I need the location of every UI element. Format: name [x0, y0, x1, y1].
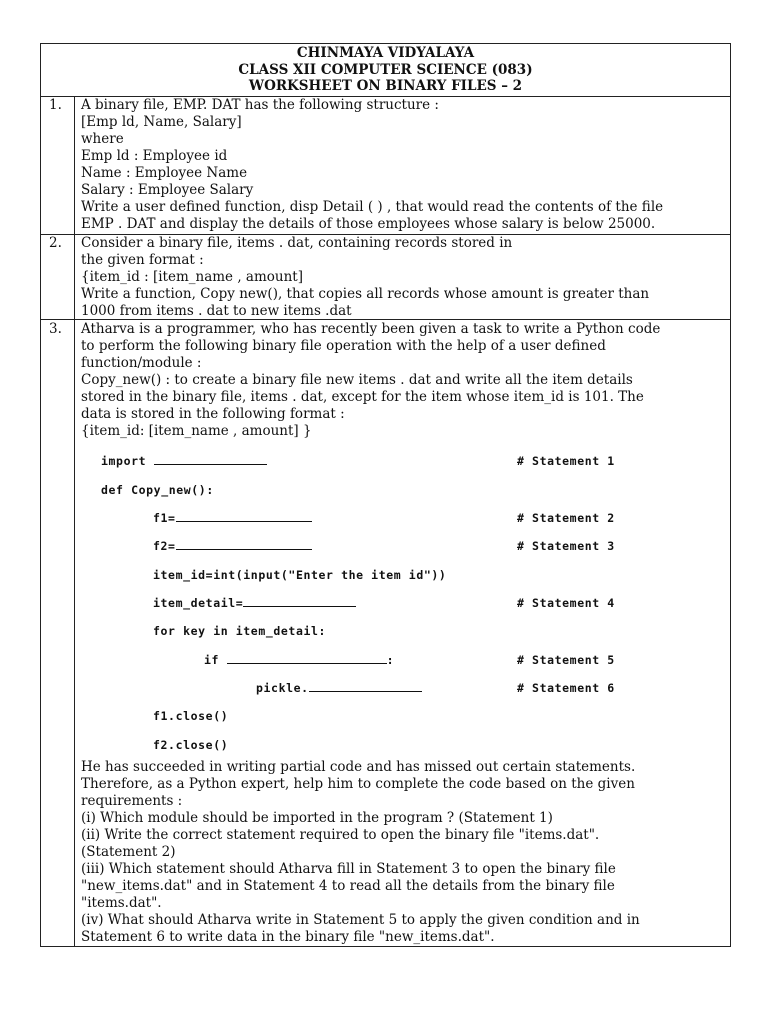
code-text: item_detail= — [153, 596, 244, 610]
fill-blank — [227, 651, 387, 664]
row-divider — [41, 319, 730, 320]
question-line: (Statement 2) — [81, 844, 176, 860]
question-line: Consider a binary file, items . dat, containing records stored in — [81, 235, 513, 251]
question-line: {item_id : [item_name , amount] — [81, 269, 303, 285]
question-line: A binary file, EMP. DAT has the following structure : — [81, 97, 439, 113]
question-line: (i) Which module should be imported in the program ? (Statement 1) — [81, 810, 553, 826]
question-line: to perform the following binary file operation with the help of a user defined — [81, 338, 606, 354]
question-line: data is stored in the following format : — [81, 406, 345, 422]
school-name: CHINMAYA VIDYALAYA — [296, 45, 475, 61]
code-line-3 — [153, 509, 721, 527]
code-comment: # Statement 3 — [517, 539, 615, 553]
code-comment: # Statement 6 — [517, 681, 615, 695]
code-text: : — [386, 653, 395, 667]
code-text: import — [101, 454, 154, 468]
worksheet-header — [41, 44, 730, 97]
code-text: def Copy_new(): — [101, 483, 214, 497]
question-line: Therefore, as a Python expert, help him to complete the code based on the given — [81, 776, 635, 792]
question-line: {item_id: [item_name , amount] } — [81, 423, 312, 439]
question-2-text — [81, 235, 726, 320]
code-line-8 — [204, 651, 721, 669]
question-line: Copy_new() : to create a binary file new items . dat and write all the item details — [81, 372, 633, 388]
question-1-number: 1. — [49, 97, 62, 113]
question-line: (iv) What should Atharva write in Statement 5 to apply the given condition and in — [81, 912, 640, 928]
code-line-11 — [153, 736, 228, 754]
question-3-subquestions — [81, 759, 726, 946]
code-line-1 — [101, 452, 721, 470]
question-line: function/module : — [81, 355, 202, 371]
fill-blank — [243, 594, 356, 607]
question-1-text — [81, 97, 726, 233]
code-text: for key in item_detail: — [153, 624, 327, 638]
question-line: (iii) Which statement should Atharva fill in Statement 3 to open the binary file — [81, 861, 616, 877]
question-line: Name : Employee Name — [81, 165, 248, 181]
fill-blank — [309, 679, 422, 692]
code-line-10 — [153, 707, 228, 725]
question-line: Emp ld : Employee id — [81, 148, 228, 164]
question-line: the given format : — [81, 252, 204, 268]
code-text: f2= — [153, 539, 176, 553]
question-line: (ii) Write the correct statement required to open the binary file "items.dat". — [81, 827, 600, 843]
question-line: "items.dat". — [81, 895, 162, 911]
code-line-9 — [256, 679, 721, 697]
question-line: Statement 6 to write data in the binary file "new_items.dat". — [81, 929, 495, 945]
question-3-number: 3. — [49, 321, 62, 337]
number-column-divider — [74, 97, 75, 946]
code-line-6 — [153, 594, 721, 612]
code-line-2 — [101, 481, 214, 499]
question-line: "new_items.dat" and in Statement 4 to read all the details from the binary file — [81, 878, 615, 894]
question-line: Write a user defined function, disp Detail ( ) , that would read the contents of the file — [81, 199, 664, 215]
question-line: requirements : — [81, 793, 183, 809]
question-line: Atharva is a programmer, who has recently been given a task to write a Python code — [81, 321, 661, 337]
question-line: He has succeeded in writing partial code and has missed out certain statements. — [81, 759, 636, 775]
code-text: f1= — [153, 511, 176, 525]
question-2-number: 2. — [49, 235, 62, 251]
worksheet-table — [40, 43, 731, 947]
code-comment: # Statement 4 — [517, 596, 615, 610]
code-text: f2.close() — [153, 738, 229, 752]
code-line-7 — [153, 622, 326, 640]
fill-blank — [154, 452, 267, 465]
question-3-intro — [81, 321, 726, 440]
code-text: pickle. — [256, 681, 309, 695]
question-line: Salary : Employee Salary — [81, 182, 254, 198]
question-line: stored in the binary file, items . dat, except for the item whose item_id is 101. The — [81, 389, 644, 405]
question-line: EMP . DAT and display the details of those employees whose salary is below 25000. — [81, 216, 656, 232]
code-line-4 — [153, 537, 721, 555]
class-title: CLASS XII COMPUTER SCIENCE (083) — [238, 61, 533, 78]
code-comment: # Statement 1 — [517, 454, 615, 468]
question-line: 1000 from items . dat to new items .dat — [81, 303, 352, 319]
fill-blank — [176, 509, 312, 522]
code-text: if — [204, 653, 227, 667]
code-text: item_id=int(input("Enter the item id")) — [153, 568, 447, 582]
worksheet-title: WORKSHEET ON BINARY FILES – 2 — [248, 78, 523, 94]
question-line: Write a function, Copy new(), that copies all records whose amount is greater than — [81, 286, 650, 302]
code-text: f1.close() — [153, 709, 229, 723]
question-line: where — [81, 131, 124, 147]
fill-blank — [176, 537, 312, 550]
code-comment: # Statement 5 — [517, 653, 615, 667]
question-line: [Emp ld, Name, Salary] — [81, 114, 242, 130]
code-comment: # Statement 2 — [517, 511, 615, 525]
code-line-5 — [153, 566, 446, 584]
